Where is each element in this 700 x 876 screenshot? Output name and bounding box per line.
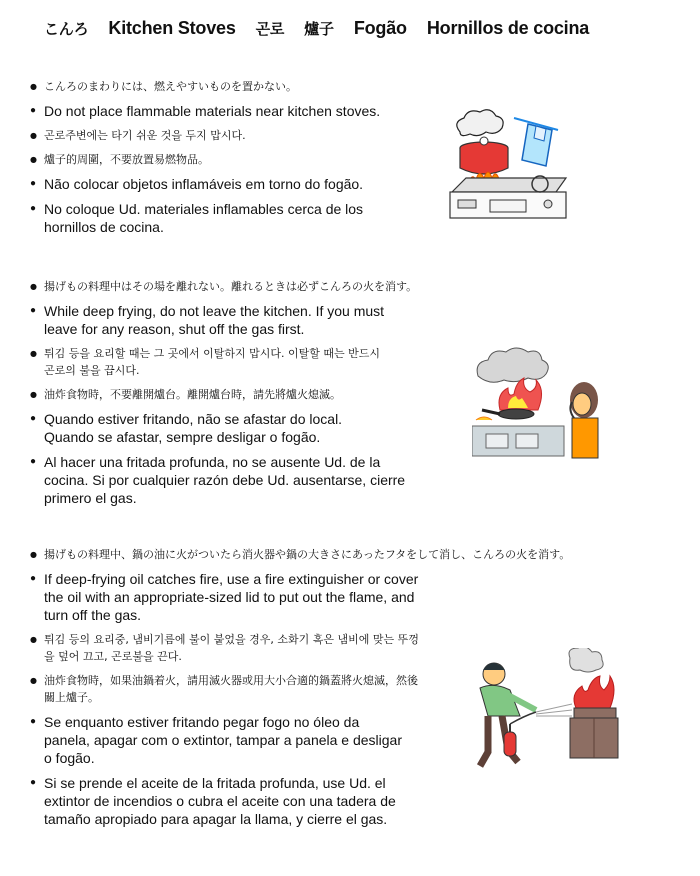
instruction-pt: ● Não colocar objetos inflamáveis em torno do fogão. xyxy=(30,175,480,193)
pot-icon xyxy=(574,708,616,718)
person-icon xyxy=(570,382,598,458)
instruction-ja: ● こんろのまわりには、燃えやすいものを置かない。 xyxy=(30,78,480,95)
kitchen-fire-illustration xyxy=(472,346,602,460)
flame-icon xyxy=(499,378,542,410)
extinguisher-icon xyxy=(504,712,536,756)
instruction-en: ● Do not place flammable materials near kitchen stoves. xyxy=(30,102,480,120)
cabinet-icon xyxy=(570,718,618,758)
section-flammables xyxy=(30,78,480,243)
header-title-es: Hornillos de cocina xyxy=(426,18,590,38)
instruction-es: ● Si se prende el aceite de la fritada profunda, use Ud. el extintor de incendios o cubra el aceite con una tadera de tamaño apropiado para apagar la llama, y cierre el gas. xyxy=(30,774,414,828)
fire-extinguisher-illustration xyxy=(466,648,636,770)
instruction-pt: ● Se enquanto estiver fritando pegar fogo no óleo da panela, apagar com o extintor, tampar a panela e desligar o fogão. xyxy=(30,713,404,767)
smoke-icon xyxy=(457,110,503,136)
instruction-ko: ● 튀김 등을 요리할 때는 그 곳에서 이탈하지 맙시다. 이탈할 때는 반드시 곤로의 불을 끕시다. xyxy=(30,345,384,379)
header-title-zh: 爐子 xyxy=(304,20,334,38)
instruction-ko: ● 곤로주변에는 타기 쉬운 것을 두지 맙시다. xyxy=(30,127,480,144)
instruction-ja: ● 揚げもの料理中、鍋の油に火がついたら消火器や鍋の大きさにあったフタをして消し、こんろの火を消す。 xyxy=(30,546,630,563)
stove-icon xyxy=(450,176,566,218)
instruction-ja: ● 揚げもの料理中はその場を離れない。離れるときは必ずこんろの火を消す。 xyxy=(30,278,514,295)
smoke-icon xyxy=(569,648,603,672)
instruction-en: ● While deep frying, do not leave the kitchen. If you must leave for any reason, shut off the gas first. xyxy=(30,302,389,338)
spray-icon xyxy=(536,704,572,716)
header-title-ko: 곤로 xyxy=(255,20,285,38)
instruction-pt: ● Quando estiver fritando, não se afastar do local. Quando se afastar, sempre desligar o fogão. xyxy=(30,410,384,446)
smoke-icon xyxy=(477,348,548,382)
page-header xyxy=(44,18,680,39)
towel-icon xyxy=(514,118,558,166)
instruction-zh: ● 油炸食物時，不要離開爐台。離開爐台時，請先將爐火熄滅。 xyxy=(30,386,480,403)
instruction-zh: ● 爐子的周圍，不要放置易燃物品。 xyxy=(30,151,480,168)
header-title-en: Kitchen Stoves xyxy=(108,18,236,38)
pan-icon xyxy=(482,409,534,419)
stove-flammables-illustration xyxy=(446,108,576,226)
instruction-en: ● If deep-frying oil catches fire, use a fire extinguisher or cover the oil with an appropriate-sized lid to put out the flame, and turn off the gas. xyxy=(30,570,419,624)
pot-icon xyxy=(460,137,508,174)
instruction-es: ● Al hacer una fritada profunda, no se ausente Ud. de la cocina. Si por cualquier razón debe Ud. ausentarse, cierre primero el gas. xyxy=(30,453,424,507)
instruction-zh: ● 油炸食物時，如果油鍋着火，請用滅火器或用大小合適的鍋蓋將火熄滅，然後關上爐子。 xyxy=(30,672,419,706)
counter-icon xyxy=(472,417,564,456)
instruction-ko: ● 튀김 등의 요리중, 냄비기름에 불이 붙었을 경우, 소화기 혹은 냄비에 맞는 뚜껑을 덮어 끄고, 곤로불을 끈다. xyxy=(30,631,419,665)
header-title-pt: Fogão xyxy=(353,18,407,38)
section-deep-frying xyxy=(30,278,480,514)
flame-icon xyxy=(574,676,614,708)
header-title-ja: こんろ xyxy=(44,20,89,38)
instruction-es: ● No coloque Ud. materiales inflamables cerca de los hornillos de cocina. xyxy=(30,200,404,236)
